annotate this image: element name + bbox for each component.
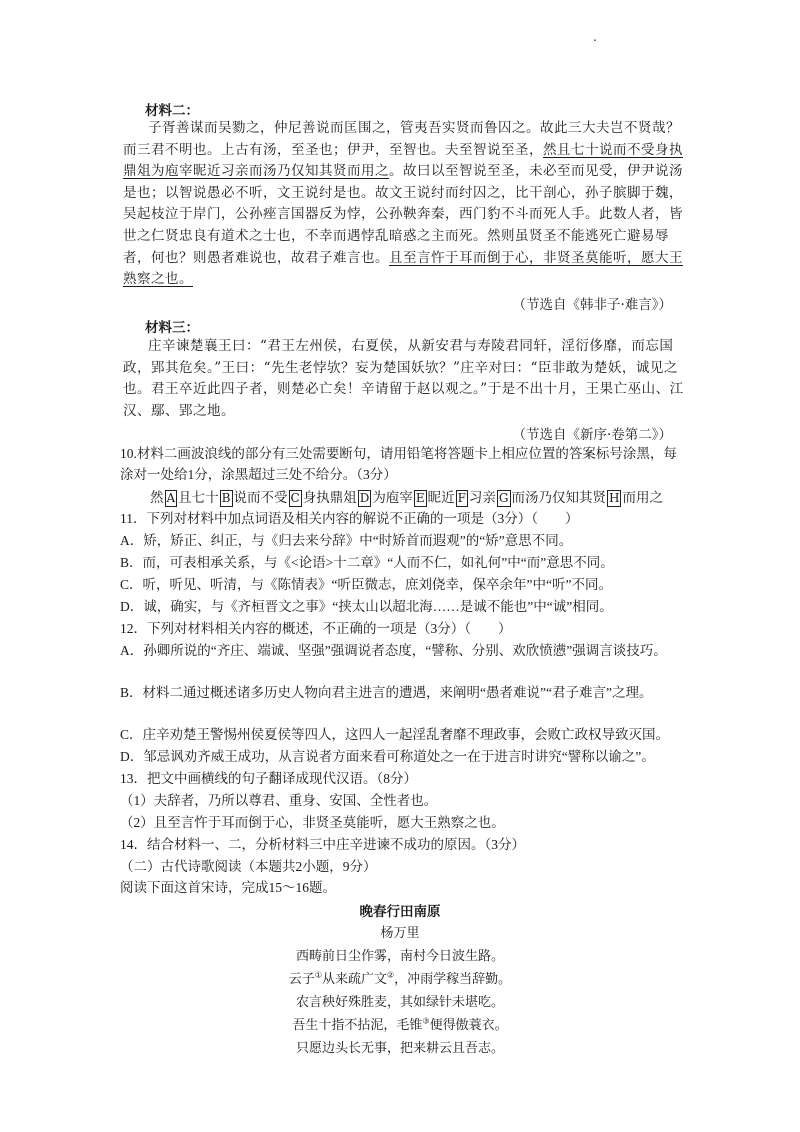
poem-text: 便得傲蓑衣。	[429, 1018, 508, 1033]
question-12-stem: 12．下列对材料相关内容的概述，不正确的一项是（3分）（ ）	[120, 621, 512, 636]
footnote-marker: ①	[314, 970, 322, 980]
material2-text	[123, 118, 693, 291]
section2-heading: （二）古代诗歌阅读（本题共2小题，9分）	[120, 859, 377, 874]
footnote-marker: ②	[387, 970, 395, 980]
material3-body: 庄辛谏楚襄王曰：“君王左州侯，右夏侯，从新安君与寿陵君同轩，淫衍侈靡，而忘国政，郢其危矣。”王曰：“先生老悖欤？妄为楚国妖欤？”庄辛对曰：“臣非敢为楚妖，诚见之也。君王卒近此四子者，则楚必亡矣！辛请留于赵以观之。”于是不出十月，王果亡巫山、江汉、鄢、郢之地。	[123, 338, 684, 419]
question-13-stem: 13．把文中画横线的句子翻译成现代汉语。（8分）	[120, 771, 417, 786]
poem-text: ，冲雨学稼当辞勤。	[394, 972, 512, 987]
poem-line-3: 农言秧好殊胜麦，其如绿针未堪吃。	[295, 995, 504, 1010]
q12-option-b: B．材料二通过概述诸多历史人物向君主进言的遭遇，来阐明“愚者难说”“君子难言”之理。	[120, 685, 653, 700]
q10-segment: 而用之	[622, 490, 663, 506]
poem-text: 吾生十指不拈泥，毛锥	[292, 1018, 423, 1033]
material2-wavy-sentence: 然且七十说而不受身执鼎俎为庖宰昵近习亲而汤乃仅知其贤而用之	[123, 141, 683, 180]
answer-mark-d[interactable]: D	[359, 491, 370, 505]
material3-text	[123, 336, 693, 422]
poem-text: 从来疏广文	[321, 972, 387, 987]
q10-segment: 习亲	[468, 490, 496, 506]
answer-mark-f[interactable]: F	[457, 491, 466, 505]
section2-intro: 阅读下面这首宋诗，完成15～16题。	[120, 880, 336, 895]
material2-heading: 材料二：	[145, 103, 199, 119]
answer-mark-c[interactable]: C	[290, 491, 300, 505]
q13-sentence-2: （2）且至言忤于耳而倒于心，非贤圣莫能听，愿大王熟察之也。	[120, 815, 505, 830]
q10-segment: 昵近	[427, 490, 455, 506]
poem-author: 杨万里	[380, 926, 420, 941]
q10-segments	[150, 486, 663, 507]
q10-segment: 且七十	[178, 490, 219, 506]
poem-title: 晚春行田南原	[359, 904, 441, 920]
q11-option-d: D．诚，确实，与《齐桓晋文之事》“挟太山以超北海……是诚不能也”中“诚”相同。	[120, 599, 613, 614]
answer-mark-e[interactable]: E	[415, 491, 425, 505]
q13-sentence-1: （1）夫辞者，乃所以尊君、重身、安国、全性者也。	[120, 793, 438, 808]
q10-segment: 身执鼎俎	[302, 490, 357, 506]
material3-heading: 材料三：	[145, 320, 199, 336]
material2-underlined-sentence: 且至言忤于耳而倒于心，非贤圣莫能听，愿大王熟察之也。	[123, 249, 683, 288]
question-14-stem: 14．结合材料一、二，分析材料三中庄辛进谏不成功的原因。（3分）	[120, 837, 525, 852]
q10-segment: 然	[150, 490, 164, 506]
q11-option-b: B．而，可表相承关系，与《<论语>十二章》“人而不仁，如礼何”中“而”意思不同。	[120, 555, 614, 570]
poem-line-4	[0, 1014, 800, 1033]
q12-option-d: D．邹忌讽劝齐威王成功，从言说者方面来看可称道处之一在于进言时讲究“譬称以谕之”。	[120, 749, 655, 764]
question-10: 10.材料二画波浪线的部分有三处需要断句，请用铅笔将答题卡上相应位置的答案标号涂黑，每涂对一处给1分，涂黑超过三处不给分。（3分）	[120, 446, 677, 482]
material3-source: （节选自《新序·卷第二》）	[512, 427, 672, 443]
q11-option-c: C．听，听见、听清，与《陈情表》“听臣微志，庶刘侥幸，保卒余年”中“听”不同。	[120, 577, 612, 592]
q12-option-c: C．庄辛劝楚王警惕州侯夏侯等四人，这四人一起淫乱奢靡不理政事，会败亡政权导致灭国。	[120, 727, 670, 742]
corner-mark: .	[593, 30, 597, 44]
q11-option-a: A．矫，矫正、纠正，与《归去来兮辞》中“时矫首而遐观”的“矫”意思不同。	[120, 533, 573, 548]
q10-segment: 而汤乃仅知其贤	[511, 490, 606, 506]
answer-mark-a[interactable]: A	[166, 491, 176, 505]
poem-text: 云子	[288, 972, 315, 987]
answer-mark-h[interactable]: H	[609, 491, 620, 505]
footnote-marker: ③	[422, 1016, 430, 1026]
question-11-stem: 11．下列对材料中加点词语及相关内容的解说不正确的一项是（3分）（ ）	[120, 511, 579, 526]
answer-mark-b[interactable]: B	[221, 491, 231, 505]
q10-segment: 说而不受	[233, 490, 288, 506]
material2-source: （节选自《韩非子·难言》）	[512, 297, 672, 313]
poem-line-2	[0, 968, 800, 987]
q10-segment: 为庖宰	[372, 490, 413, 506]
answer-mark-g[interactable]: G	[498, 491, 509, 505]
q12-option-a: A．孙卿所说的“齐庄、端诚、坚强”强调说者态度，“譬称、分别、欢欣愤懑”强调言谈技巧。	[120, 643, 667, 658]
material2-part2: 。故曰以至智说至圣，未必至而见受，伊尹说汤是也；以智说愚必不听，文王说纣是也。故文王说纣而纣囚之，比干剖心，孙子膑脚于魏，吴起枝泣于岸门，公孙痤言国器反为悖，公孙鞅奔秦，西门豹不斗而死人手。此数人者，皆世之仁贤忠良有道术之士也，不幸而遇悖乱暗惑之主而死。然则虽贤圣不能逃死亡避易辱者，何也？则愚者难说也，故君子难言也。	[123, 163, 683, 266]
poem-line-5: 只愿边头长无事，把来耕云且吾志。	[295, 1041, 504, 1056]
poem-line-1: 西畴前日尘作雾，南村今日波生路。	[295, 949, 504, 964]
material2-part1: 子胥善谋而吴勠之，仲尼善说而匡围之，管夷吾实贤而鲁囚之。故此三大夫岂不贤哉？而三君不明也。上古有汤，至圣也；伊尹，至智也。夫至智说至圣，	[123, 120, 680, 158]
